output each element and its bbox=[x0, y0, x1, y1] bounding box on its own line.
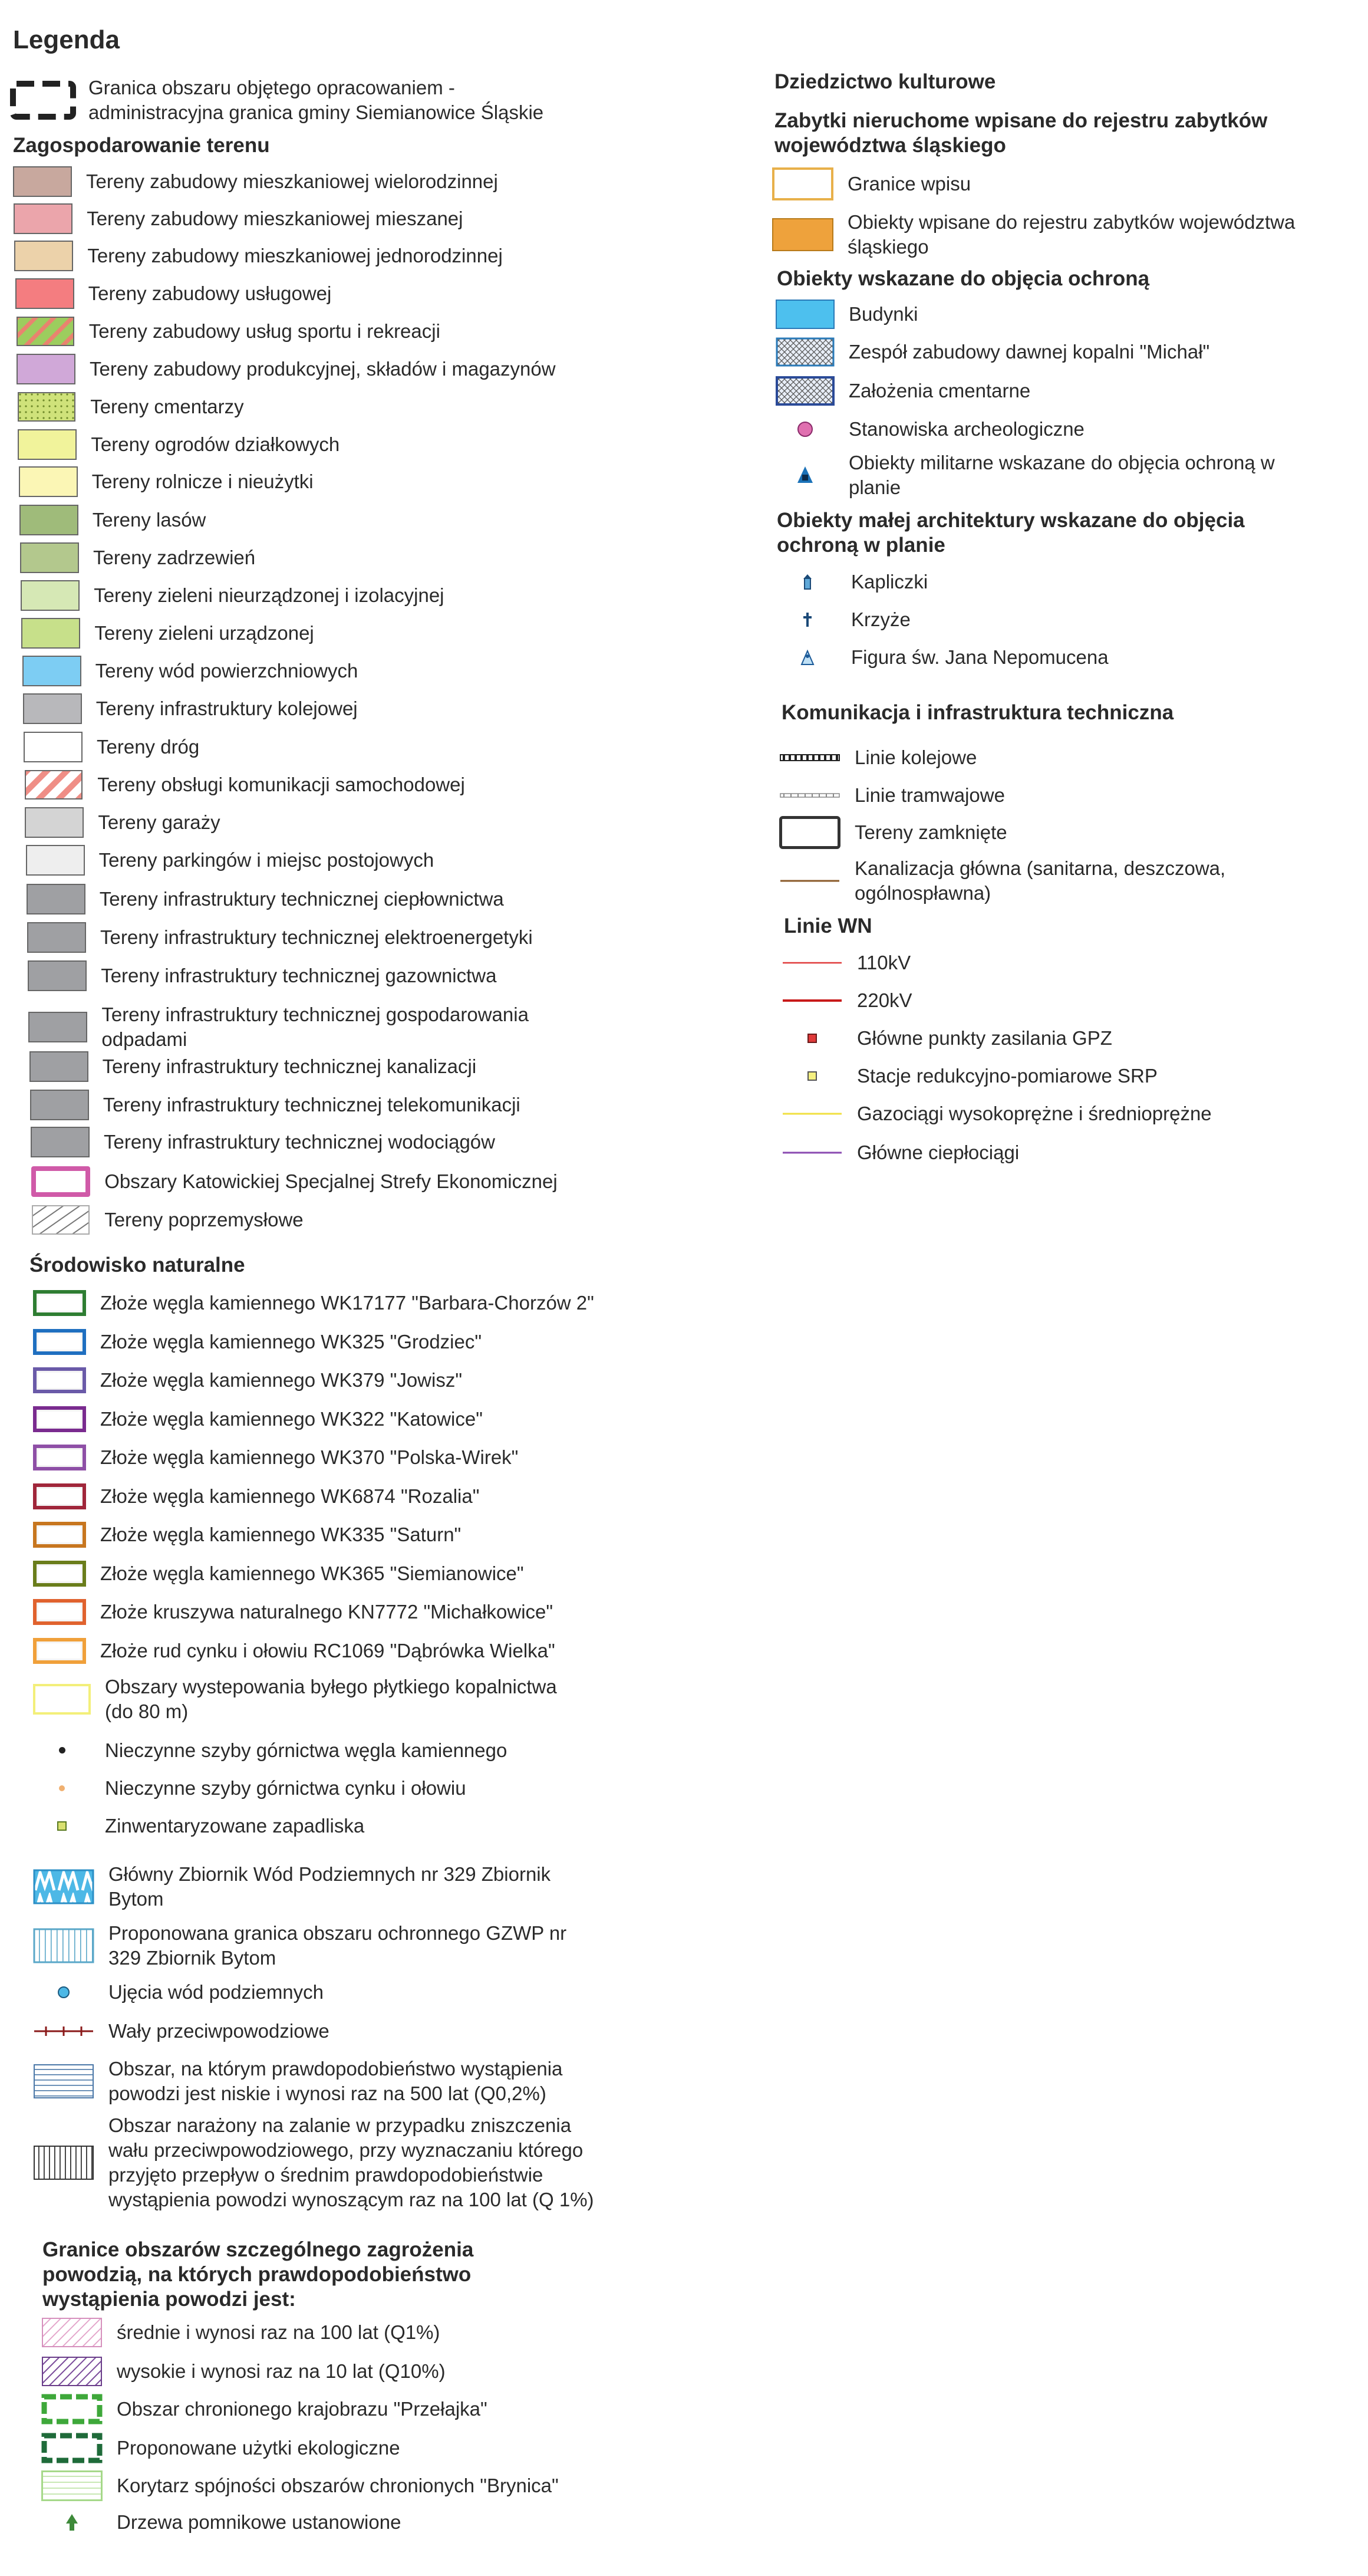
land-use-swatch bbox=[17, 354, 75, 384]
land-use-label: Tereny infrastruktury kolejowej bbox=[95, 698, 358, 720]
land-use-item bbox=[20, 542, 255, 573]
legend-item-shallow-mining bbox=[33, 1674, 588, 1724]
legend-item-ecological bbox=[41, 2433, 400, 2463]
environment-heading: Środowisko naturalne bbox=[29, 1254, 245, 1277]
small-architecture-heading: Obiekty małej architektury wskazane do objęcia ochroną w planie bbox=[777, 509, 1245, 557]
land-use-label: Tereny zabudowy mieszkaniowej wielorodzinnej bbox=[86, 170, 498, 193]
land-use-label: Tereny garaży bbox=[98, 811, 220, 834]
deposit-label: Złoże węgla kamiennego WK325 "Grodziec" bbox=[100, 1330, 482, 1353]
land-use-item bbox=[27, 884, 504, 914]
buildings-label: Budynki bbox=[849, 303, 918, 325]
water-intakes-label: Ujęcia wód podziemnych bbox=[108, 1981, 324, 2003]
land-use-label: Tereny wód powierzchniowych bbox=[95, 660, 358, 682]
boundary-symbol bbox=[8, 79, 78, 121]
land-use-swatch bbox=[23, 693, 82, 724]
corridor-swatch bbox=[41, 2470, 103, 2501]
220kv-label: 220kV bbox=[857, 989, 912, 1011]
land-use-label: Tereny zieleni urządzonej bbox=[94, 622, 314, 644]
land-use-label: Tereny infrastruktury technicznej gazownictwa bbox=[101, 965, 497, 987]
land-use-swatch bbox=[16, 316, 75, 347]
legend-item-buildings bbox=[776, 300, 918, 329]
legend-item-levees bbox=[33, 2019, 329, 2044]
srp-icon bbox=[782, 1065, 843, 1087]
land-use-label: Tereny cmentarzy bbox=[90, 396, 244, 418]
deposit-item bbox=[33, 1599, 553, 1625]
flood-low-swatch bbox=[33, 2064, 94, 2099]
land-use-item bbox=[24, 732, 199, 762]
srp-label: Stacje redukcyjno-pomiarowe SRP bbox=[857, 1065, 1158, 1087]
trees-label: Drzewa pomnikowe ustanowione bbox=[117, 2511, 401, 2534]
legend-item-landscape bbox=[41, 2394, 487, 2424]
deposit-item bbox=[33, 1561, 524, 1587]
110kv-label: 110kV bbox=[857, 952, 911, 973]
chapels-label: Kapliczki bbox=[851, 571, 928, 593]
legend-item-gzwp bbox=[33, 1862, 592, 1912]
deposit-item bbox=[33, 1483, 479, 1509]
legend-item-coal-shafts bbox=[33, 1738, 507, 1763]
registered-objects-label: Obiekty wpisane do rejestru zabytków województwa śląskiego bbox=[848, 211, 1296, 258]
flood-high-swatch bbox=[41, 2356, 103, 2387]
land-use-item bbox=[26, 845, 434, 876]
land-use-item bbox=[23, 693, 358, 724]
legend-item-flood-high bbox=[41, 2356, 446, 2387]
military-icon bbox=[776, 462, 835, 488]
tramways-label: Linie tramwajowe bbox=[855, 784, 1005, 806]
land-use-label: Tereny infrastruktury technicznej telekomunikacji bbox=[103, 1094, 520, 1116]
railways-label: Linie kolejowe bbox=[855, 746, 977, 768]
land-use-label: Tereny zieleni nieurządzonej i izolacyjnej bbox=[94, 584, 444, 607]
land-use-item bbox=[15, 278, 332, 309]
coal-shafts-label: Nieczynne szyby górnictwa węgla kamiennego bbox=[105, 1739, 507, 1761]
deposit-swatch bbox=[33, 1329, 86, 1355]
land-use-item bbox=[21, 618, 314, 649]
flood-medium-label: średnie i wynosi raz na 100 lat (Q1%) bbox=[117, 2321, 440, 2344]
deposit-item bbox=[33, 1445, 518, 1470]
shallow-mining-label: Obszary wystepowania byłego płytkiego kopalnictwa (do 80 m) bbox=[105, 1676, 557, 1722]
land-use-swatch bbox=[22, 656, 81, 686]
tramway-symbol bbox=[779, 787, 840, 804]
zinc-shafts-label: Nieczynne szyby górnictwa cynku i ołowiu bbox=[105, 1777, 466, 1799]
deposit-item bbox=[33, 1290, 594, 1316]
sewer-label: Kanalizacja główna (sanitarna, deszczowa, ogólnospławna) bbox=[855, 857, 1226, 904]
land-use-item bbox=[16, 316, 440, 347]
flood-levee-swatch bbox=[33, 2145, 94, 2180]
land-use-label: Tereny infrastruktury technicznej wodociągów bbox=[104, 1131, 495, 1153]
deposit-swatch bbox=[33, 1561, 86, 1587]
entry-borders-swatch bbox=[772, 167, 833, 200]
land-use-label: Tereny infrastruktury technicznej kanalizacji bbox=[102, 1055, 477, 1078]
land-use-swatch bbox=[14, 241, 73, 271]
legend-item-sinkholes bbox=[33, 1814, 364, 1838]
land-use-item bbox=[19, 505, 206, 535]
land-use-swatch bbox=[24, 732, 83, 762]
land-use-item bbox=[21, 580, 444, 611]
deposit-item bbox=[33, 1406, 483, 1432]
land-use-item bbox=[22, 656, 358, 686]
legend-item-corridor bbox=[41, 2470, 559, 2501]
gzwp-swatch bbox=[33, 1869, 94, 1904]
protection-heading: Obiekty wskazane do objęcia ochroną bbox=[777, 267, 1150, 290]
land-use-label: Tereny zabudowy mieszkaniowej mieszanej bbox=[87, 208, 463, 230]
deposit-swatch bbox=[33, 1445, 86, 1470]
land-use-label: Tereny zabudowy mieszkaniowej jednorodzinnej bbox=[87, 245, 503, 267]
ecological-swatch bbox=[41, 2433, 103, 2463]
land-use-item bbox=[31, 1205, 303, 1235]
gas-symbol bbox=[782, 1105, 843, 1123]
land-use-item bbox=[18, 429, 339, 460]
land-use-label: Tereny obsługi komunikacji samochodowej bbox=[97, 774, 465, 796]
flood-medium-swatch bbox=[41, 2317, 103, 2348]
archaeological-label: Stanowiska archeologiczne bbox=[849, 418, 1084, 440]
legend-item-srp bbox=[782, 1064, 1158, 1088]
land-use-label: Tereny zabudowy usługowej bbox=[88, 282, 332, 305]
legend-item-110kv bbox=[782, 950, 911, 975]
land-use-swatch bbox=[19, 505, 78, 535]
flood-high-label: wysokie i wynosi raz na 10 lat (Q10%) bbox=[117, 2360, 446, 2383]
registered-objects-swatch bbox=[772, 218, 833, 251]
land-use-item bbox=[30, 1090, 520, 1120]
landscape-swatch bbox=[41, 2394, 103, 2424]
land-use-label: Tereny ogrodów działkowych bbox=[91, 433, 340, 456]
flood-zones-heading: Granice obszarów szczególnego zagrożenia powodzią, na których prawdopodobieństwo wystąpienia powodzi jest: bbox=[42, 2238, 474, 2311]
figure-icon bbox=[778, 646, 837, 669]
land-use-swatch bbox=[15, 278, 74, 309]
land-use-swatch bbox=[24, 769, 83, 800]
deposit-label: Złoże węgla kamiennego WK365 "Siemianowice" bbox=[100, 1562, 524, 1584]
deposit-label: Złoże węgla kamiennego WK379 "Jowisz" bbox=[100, 1369, 463, 1391]
land-use-swatch bbox=[31, 1166, 90, 1197]
ecological-label: Proponowane użytki ekologiczne bbox=[117, 2437, 400, 2459]
legend-item-gpz bbox=[782, 1026, 1112, 1051]
legend-item-archaeological bbox=[776, 416, 1084, 442]
land-use-swatch bbox=[27, 884, 85, 914]
land-use-swatch bbox=[31, 1205, 90, 1235]
land-use-label: Tereny zabudowy usług sportu i rekreacji bbox=[88, 320, 440, 343]
land-use-swatch bbox=[17, 392, 76, 422]
boundary-label: Granica obszaru objętego opracowaniem - administracyjna granica gminy Siemianowice Śląskie bbox=[88, 77, 544, 123]
cross-icon bbox=[778, 608, 837, 631]
legend-item-closed-areas bbox=[779, 816, 1007, 849]
land-use-item bbox=[13, 166, 498, 197]
mine-complex-label: Zespół zabudowy dawnej kopalni "Michał" bbox=[849, 341, 1210, 363]
land-use-item bbox=[25, 807, 220, 838]
land-use-item bbox=[17, 392, 243, 422]
legend-item-flood-low bbox=[33, 2057, 604, 2106]
land-use-swatch bbox=[21, 580, 80, 611]
land-use-swatch bbox=[30, 1090, 89, 1120]
legend-item-military bbox=[776, 450, 1308, 500]
deposit-swatch bbox=[33, 1367, 86, 1393]
land-use-swatch bbox=[25, 807, 84, 838]
legend-item-tramways bbox=[779, 783, 1005, 808]
legend-item-220kv bbox=[782, 988, 912, 1013]
gpz-label: Główne punkty zasilania GPZ bbox=[857, 1027, 1112, 1049]
land-use-label: Tereny infrastruktury technicznej ciepłownictwa bbox=[99, 888, 504, 910]
land-use-label: Tereny parkingów i miejsc postojowych bbox=[98, 849, 434, 871]
deposit-item bbox=[33, 1367, 462, 1393]
110kv-symbol bbox=[782, 954, 843, 972]
crosses-label: Krzyże bbox=[851, 608, 911, 630]
zinc-shaft-icon bbox=[33, 1776, 91, 1800]
land-use-swatch bbox=[28, 960, 87, 991]
deposit-label: Złoże kruszywa naturalnego KN7772 "Michałkowice" bbox=[100, 1601, 553, 1623]
deposit-item bbox=[33, 1638, 555, 1664]
legend-item-chapels bbox=[778, 570, 928, 594]
flood-levee-label: Obszar narażony na zalanie w przypadku zniszczenia wału przeciwpowodziowego, przy wyznaczaniu którego przyjęto przepływ o średnim prawdopodobieństwie wystąpienia powodzi wynoszącym raz na 100 lat (Q 1%) bbox=[108, 2114, 594, 2210]
legend-item-boundary bbox=[8, 75, 584, 125]
sinkhole-icon bbox=[33, 1814, 91, 1838]
closed-areas-swatch bbox=[779, 816, 840, 849]
figure-label: Figura św. Jana Nepomucena bbox=[851, 646, 1109, 668]
legend-item-flood-medium bbox=[41, 2317, 440, 2348]
entry-borders-label: Granice wpisu bbox=[848, 173, 971, 195]
legend-item-trees bbox=[41, 2509, 401, 2535]
deposit-item bbox=[33, 1522, 461, 1548]
land-use-item bbox=[14, 241, 502, 271]
sinkholes-label: Zinwentaryzowane zapadliska bbox=[105, 1815, 365, 1837]
legend-item-gas bbox=[782, 1101, 1212, 1126]
legend-item-cemeteries bbox=[776, 376, 1030, 406]
land-use-label: Tereny dróg bbox=[97, 736, 200, 758]
land-use-swatch bbox=[20, 542, 79, 573]
sewer-symbol bbox=[779, 872, 840, 890]
heat-label: Główne ciepłociągi bbox=[857, 1141, 1020, 1163]
legend-item-mine-complex bbox=[776, 337, 1209, 367]
flood-low-label: Obszar, na którym prawdopodobieństwo wystąpienia powodzi jest niskie i wynosi raz na 500 lat (Q0,2%) bbox=[108, 2058, 563, 2104]
land-use-label: Tereny lasów bbox=[92, 509, 206, 531]
legend-item-gzwp-protection bbox=[33, 1921, 592, 1970]
gzwp-protection-swatch bbox=[33, 1928, 94, 1963]
legend-item-sewer bbox=[779, 856, 1303, 906]
land-use-label: Tereny infrastruktury technicznej elektroenergetyki bbox=[100, 926, 533, 949]
railway-symbol bbox=[779, 749, 840, 766]
legend-item-figure bbox=[778, 645, 1109, 670]
land-use-label: Tereny zadrzewień bbox=[93, 547, 256, 569]
land-use-label: Tereny zabudowy produkcyjnej, składów i magazynów bbox=[90, 358, 556, 380]
shallow-mining-swatch bbox=[33, 1684, 91, 1715]
land-use-swatch bbox=[19, 466, 78, 497]
deposit-item bbox=[33, 1329, 482, 1355]
land-use-swatch bbox=[28, 1012, 87, 1042]
land-use-swatch bbox=[26, 845, 85, 876]
land-use-label: Tereny rolnicze i nieużytki bbox=[91, 471, 314, 493]
legend-item-registered-objects bbox=[772, 210, 1331, 259]
landscape-label: Obszar chronionego krajobrazu "Przełajka" bbox=[117, 2398, 487, 2420]
land-use-item bbox=[14, 203, 463, 234]
land-use-swatch bbox=[31, 1127, 90, 1157]
deposit-label: Złoże węgla kamiennego WK370 "Polska-Wirek" bbox=[100, 1446, 519, 1469]
cemeteries-swatch bbox=[776, 376, 835, 406]
land-use-item bbox=[19, 466, 314, 497]
deposit-swatch bbox=[33, 1522, 86, 1548]
deposit-swatch bbox=[33, 1483, 86, 1509]
legend-item-zinc-shafts bbox=[33, 1776, 466, 1801]
land-use-item bbox=[27, 922, 533, 953]
military-label: Obiekty militarne wskazane do objęcia ochroną w planie bbox=[849, 452, 1275, 498]
transport-heading: Komunikacja i infrastruktura techniczna bbox=[782, 701, 1174, 724]
deposit-label: Złoże rud cynku i ołowiu RC1069 "Dąbrówka Wielka" bbox=[100, 1639, 555, 1662]
gzwp-label: Główny Zbiornik Wód Podziemnych nr 329 Zbiornik Bytom bbox=[108, 1863, 551, 1910]
deposit-swatch bbox=[33, 1599, 86, 1625]
land-use-item bbox=[31, 1127, 495, 1157]
legend-item-crosses bbox=[778, 607, 911, 632]
gas-label: Gazociągi wysokoprężne i średnioprężne bbox=[857, 1103, 1212, 1124]
deposit-label: Złoże węgla kamiennego WK322 "Katowice" bbox=[100, 1407, 483, 1430]
buildings-swatch bbox=[776, 300, 835, 329]
chapel-icon bbox=[778, 570, 837, 594]
hv-lines-heading: Linie WN bbox=[784, 914, 872, 937]
registry-heading: Zabytki nieruchome wpisane do rejestru zabytków województwa śląskiego bbox=[774, 109, 1268, 157]
land-use-heading: Zagospodarowanie terenu bbox=[13, 134, 270, 157]
deposit-swatch bbox=[33, 1406, 86, 1432]
land-use-swatch bbox=[18, 429, 77, 460]
deposit-swatch bbox=[33, 1290, 86, 1316]
archaeological-icon bbox=[776, 416, 835, 442]
land-use-swatch bbox=[27, 922, 86, 953]
legend-item-heat bbox=[782, 1140, 1019, 1165]
land-use-swatch bbox=[29, 1051, 88, 1082]
legend-item-entry-borders bbox=[772, 167, 971, 200]
heritage-heading: Dziedzictwo kulturowe bbox=[774, 70, 996, 93]
closed-areas-label: Tereny zamknięte bbox=[855, 821, 1007, 844]
legend-item-water-intakes bbox=[33, 1980, 324, 2005]
legend-title: Legenda bbox=[13, 25, 120, 54]
gzwp-protection-label: Proponowana granica obszaru ochronnego GZWP nr 329 Zbiornik Bytom bbox=[108, 1922, 567, 1969]
deposit-label: Złoże węgla kamiennego WK6874 "Rozalia" bbox=[100, 1485, 480, 1507]
land-use-label: Tereny poprzemysłowe bbox=[104, 1209, 304, 1231]
heat-symbol bbox=[782, 1144, 843, 1162]
deposit-label: Złoże węgla kamiennego WK17177 "Barbara-Chorzów 2" bbox=[100, 1292, 594, 1314]
land-use-item bbox=[29, 1051, 477, 1082]
land-use-swatch bbox=[14, 203, 72, 234]
tree-icon bbox=[41, 2509, 103, 2535]
land-use-item bbox=[17, 354, 556, 384]
gpz-icon bbox=[782, 1028, 843, 1049]
cemeteries-label: Założenia cmentarne bbox=[849, 380, 1031, 402]
water-intake-icon bbox=[33, 1980, 94, 2004]
land-use-item bbox=[31, 1166, 558, 1197]
land-use-swatch bbox=[21, 618, 80, 649]
deposit-swatch bbox=[33, 1638, 86, 1664]
levee-symbol bbox=[33, 2022, 94, 2040]
levees-label: Wały przeciwpowodziowe bbox=[108, 2020, 329, 2042]
land-use-label: Tereny infrastruktury technicznej gospodarowania odpadami bbox=[101, 1004, 529, 1050]
legend-item-flood-levee bbox=[33, 2113, 615, 2212]
land-use-item bbox=[28, 960, 496, 991]
land-use-item bbox=[28, 1002, 585, 1052]
land-use-item bbox=[24, 769, 465, 800]
mine-complex-swatch bbox=[776, 337, 835, 367]
land-use-label: Obszary Katowickiej Specjalnej Strefy Ekonomicznej bbox=[104, 1170, 558, 1193]
corridor-label: Korytarz spójności obszarów chronionych "Brynica" bbox=[117, 2475, 559, 2497]
land-use-swatch bbox=[13, 166, 72, 197]
deposit-label: Złoże węgla kamiennego WK335 "Saturn" bbox=[100, 1524, 462, 1546]
220kv-symbol bbox=[782, 992, 843, 1009]
coal-shaft-icon bbox=[33, 1739, 91, 1762]
legend-item-railways bbox=[779, 745, 977, 770]
